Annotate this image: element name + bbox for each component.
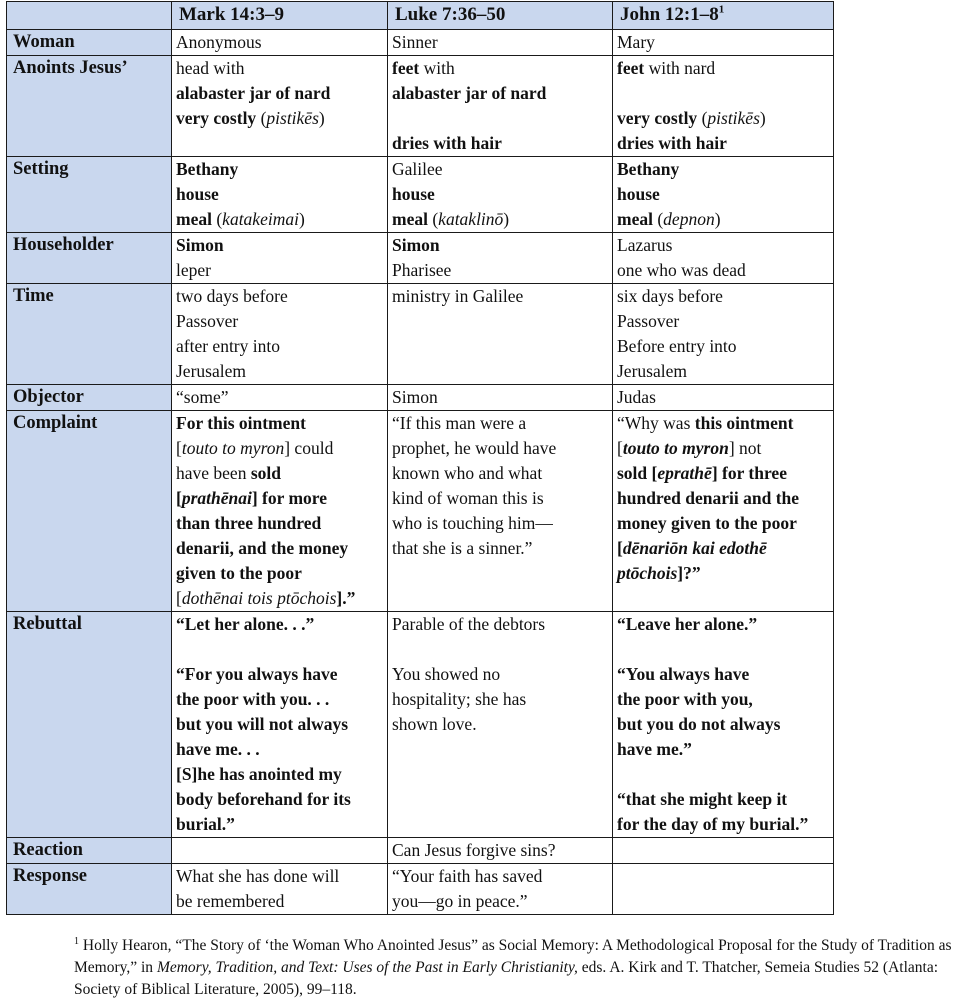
bold-text: body beforehand for its [176, 789, 351, 809]
text-line [617, 511, 829, 536]
text-line: that she is a sinner.” [392, 538, 533, 558]
text-line: six days before [617, 286, 723, 306]
text-line [617, 436, 829, 461]
text-line [176, 436, 383, 461]
bold-text: Simon [176, 235, 224, 255]
row-label-anoints: Anoints Jesus’ [7, 56, 172, 157]
bold-text: house [176, 184, 219, 204]
text-line [617, 561, 829, 586]
bold-text: ]?” [677, 563, 701, 583]
italic-text: touto to myron [181, 438, 285, 458]
spacer [392, 637, 608, 662]
bold-text: this ointment [694, 413, 794, 433]
bold-text: For this ointment [176, 413, 306, 433]
bold-text: house [392, 184, 435, 204]
footnote-text-b: eds. A. Kirk and T. Thatcher, Semeia Studies 52 (Atlanta: Society of Biblical Literature, 2005), 99–118. [74, 959, 939, 999]
cell-rebuttal-luke [388, 612, 613, 838]
bold-text: “that she might keep it [617, 789, 788, 809]
cell-setting-john [613, 157, 834, 233]
cell-woman-john: Mary [613, 30, 834, 56]
text-line [392, 81, 608, 106]
text-line [617, 812, 829, 837]
footnote-reference: 1 [718, 3, 725, 16]
text-line: shown love. [392, 714, 477, 734]
header-john-label: John 12:1–8 [620, 4, 719, 25]
text-line: Passover [617, 311, 680, 331]
text-line: Passover [176, 311, 239, 331]
text-line: You showed no [392, 664, 501, 684]
bold-text: house [617, 184, 660, 204]
text-line [176, 586, 383, 611]
footnote-number: 1 [74, 936, 79, 947]
text-line [617, 712, 829, 737]
row-label-woman: Woman [7, 30, 172, 56]
bold-text: alabaster jar of nard [392, 83, 547, 103]
text-line [176, 233, 383, 258]
text-line: leper [176, 260, 211, 280]
text-line: two days before [176, 286, 288, 306]
text-line: Before entry into [617, 336, 737, 356]
bold-text: very costly [176, 108, 257, 128]
bold-text: meal [176, 209, 212, 229]
text-line [617, 612, 829, 637]
text-line [176, 511, 383, 536]
plain-text: with [419, 58, 455, 78]
cell-setting-mark [172, 157, 388, 233]
bold-text: burial.” [176, 814, 235, 834]
plain-text: have been [176, 463, 251, 483]
text-line: prophet, he would have [392, 438, 557, 458]
cell-woman-luke: Sinner [388, 30, 613, 56]
bold-text: Bethany [176, 159, 239, 179]
plain-text: “Why was [617, 413, 695, 433]
text-line [176, 81, 383, 106]
text-line: Galilee [392, 159, 443, 179]
text-line: Jerusalem [617, 361, 687, 381]
text-line: Jerusalem [176, 361, 246, 381]
bold-text: “You always have [617, 664, 750, 684]
bold-text: dries with hair [392, 133, 502, 153]
header-row [7, 2, 834, 30]
row-label-response: Response [7, 864, 172, 915]
row-label-reaction: Reaction [7, 838, 172, 864]
text-line [617, 157, 829, 182]
cell-reaction-mark [172, 838, 388, 864]
row-time [7, 284, 834, 385]
text-line [176, 561, 383, 586]
bold-text: have me.” [617, 739, 692, 759]
italic-text: pistikēs [266, 108, 319, 128]
row-label-rebuttal: Rebuttal [7, 612, 172, 838]
bold-text: meal [617, 209, 653, 229]
cell-objector-luke: Simon [388, 385, 613, 411]
text-line: Parable of the debtors [392, 614, 546, 634]
spacer [176, 637, 383, 662]
bold-text: ] for more [251, 488, 328, 508]
text-line: who is touching him— [392, 513, 553, 533]
bold-text: given to the poor [176, 563, 302, 583]
italic-text: kataklinō [438, 209, 504, 229]
cell-response-john [613, 864, 834, 915]
text-line: “If this man were a [392, 413, 527, 433]
text-line: one who was dead [617, 260, 746, 280]
bold-text: dries with hair [617, 133, 727, 153]
bold-text: [ [176, 488, 182, 508]
text-line [176, 787, 383, 812]
text-line [617, 687, 829, 712]
cell-reaction-john [613, 838, 834, 864]
text-line [617, 131, 829, 156]
bold-text: Bethany [617, 159, 680, 179]
plain-text: ] could [284, 438, 334, 458]
bold-text: money given to the poor [617, 513, 797, 533]
cell-response-luke [388, 864, 613, 915]
row-label-householder: Householder [7, 233, 172, 284]
bold-italic-text: touto to myron [622, 438, 729, 458]
bold-text: “For you always have [176, 664, 338, 684]
footnote-text-a: Holly Hearon, “The Story of ‘the Woman Who Anointed Jesus” as Social Memory: A Methodological Proposal for the Study of Tradition as Memory,” in [74, 937, 952, 977]
bold-text: Simon [392, 235, 440, 255]
row-setting [7, 157, 834, 233]
cell-woman-mark: Anonymous [172, 30, 388, 56]
bold-text: “Let her alone. . .” [176, 614, 315, 634]
text-line [176, 737, 383, 762]
text-line [617, 787, 829, 812]
cell-reaction-luke: Can Jesus forgive sins? [388, 838, 613, 864]
text-line [617, 56, 829, 81]
text-line: “Your faith has saved [392, 866, 543, 886]
text-line [617, 411, 829, 436]
italic-text: pistikēs [707, 108, 760, 128]
text-line [176, 486, 383, 511]
spacer [617, 637, 829, 662]
bold-text: for the day of my burial.” [617, 814, 809, 834]
text-line [176, 411, 383, 436]
plain-text: ] not [728, 438, 762, 458]
text-line: meal (kataklinō) [392, 209, 510, 229]
text-line [176, 687, 383, 712]
text-line [176, 182, 383, 207]
text-line: hospitality; she has [392, 689, 527, 709]
bold-italic-text: ptōchois [617, 563, 678, 583]
text-line [392, 182, 608, 207]
text-line [176, 712, 383, 737]
text-line [617, 182, 829, 207]
row-label-objector: Objector [7, 385, 172, 411]
cell-rebuttal-mark [172, 612, 388, 838]
anointing-comparison-table [6, 1, 834, 915]
bold-text: the poor with you, [617, 689, 753, 709]
bold-text: feet [617, 58, 645, 78]
cell-anoints-john [613, 56, 834, 157]
text-line: Lazarus [617, 235, 673, 255]
row-householder [7, 233, 834, 284]
row-complaint [7, 411, 834, 612]
footnote [74, 931, 974, 1001]
spacer [617, 81, 829, 106]
footnote-title: Memory, Tradition, and Text: Uses of the Past in Early Christianity, [156, 959, 578, 977]
cell-complaint-mark [172, 411, 388, 612]
cell-householder-john [613, 233, 834, 284]
bold-italic-text: dēnariōn kai edothē [622, 538, 767, 558]
text-line [176, 812, 383, 837]
text-line [392, 131, 608, 156]
cell-rebuttal-john [613, 612, 834, 838]
bold-text: sold [ [617, 463, 658, 483]
cell-complaint-luke [388, 411, 613, 612]
plain-text: [ [176, 588, 182, 608]
text-line: known who and what [392, 463, 543, 483]
bold-italic-text: prathēnai [181, 488, 252, 508]
header-luke: Luke 7:36–50 [388, 2, 613, 30]
text-line: meal (katakeimai) [176, 209, 305, 229]
row-label-setting: Setting [7, 157, 172, 233]
plain-text: [ [617, 438, 623, 458]
text-line [392, 233, 608, 258]
text-line [176, 461, 383, 486]
bold-text: feet [392, 58, 420, 78]
cell-anoints-mark [172, 56, 388, 157]
text-line: after entry into [176, 336, 280, 356]
text-line [176, 762, 383, 787]
header-john [613, 2, 834, 30]
bold-text: hundred denarii and the [617, 488, 800, 508]
cell-householder-luke [388, 233, 613, 284]
plain-text: with nard [644, 58, 716, 78]
text-line [176, 662, 383, 687]
text-line: you—go in peace.” [392, 891, 528, 911]
row-response [7, 864, 834, 915]
cell-anoints-luke [388, 56, 613, 157]
bold-text: have me. . . [176, 739, 260, 759]
italic-text: depnon [663, 209, 715, 229]
text-line: be remembered [176, 891, 285, 911]
text-line: very costly (pistikēs) [617, 108, 766, 128]
bold-text: than three hundred [176, 513, 322, 533]
bold-text: [ [617, 538, 623, 558]
text-line [176, 612, 383, 637]
comparison-table-container [6, 1, 833, 915]
bold-text: meal [392, 209, 428, 229]
italic-text: dothēnai tois ptōchois [181, 588, 337, 608]
text-line: What she has done will [176, 866, 340, 886]
header-mark: Mark 14:3–9 [172, 2, 388, 30]
text-line: head with [176, 58, 245, 78]
bold-italic-text: eprathē [657, 463, 712, 483]
bold-text: “Leave her alone.” [617, 614, 758, 634]
cell-response-mark [172, 864, 388, 915]
spacer [392, 106, 608, 131]
bold-text: denarii, and the money [176, 538, 349, 558]
row-rebuttal [7, 612, 834, 838]
row-label-time: Time [7, 284, 172, 385]
bold-text: [S]he has anointed my [176, 764, 342, 784]
cell-objector-john: Judas [613, 385, 834, 411]
cell-time-john [613, 284, 834, 385]
text-line [617, 737, 829, 762]
cell-setting-luke [388, 157, 613, 233]
cell-complaint-john [613, 411, 834, 612]
text-line [617, 461, 829, 486]
text-line: kind of woman this is [392, 488, 544, 508]
bold-text: ].” [336, 588, 356, 608]
text-line [392, 56, 608, 81]
header-corner-cell [7, 2, 172, 30]
bold-text: but you will not always [176, 714, 349, 734]
bold-text: the poor with you. . . [176, 689, 330, 709]
row-label-complaint: Complaint [7, 411, 172, 612]
bold-text: very costly [617, 108, 698, 128]
text-line: ministry in Galilee [392, 286, 524, 306]
bold-text: alabaster jar of nard [176, 83, 331, 103]
text-line: Pharisee [392, 260, 452, 280]
text-line [176, 536, 383, 561]
text-line [617, 486, 829, 511]
cell-time-luke [388, 284, 613, 385]
text-line [617, 662, 829, 687]
row-objector [7, 385, 834, 411]
text-line: meal (depnon) [617, 209, 721, 229]
cell-objector-mark: “some” [172, 385, 388, 411]
text-line [176, 157, 383, 182]
row-anoints [7, 56, 834, 157]
cell-householder-mark [172, 233, 388, 284]
bold-text: but you do not always [617, 714, 781, 734]
spacer [617, 762, 829, 787]
plain-text: [ [176, 438, 182, 458]
italic-text: katakeimai [222, 209, 299, 229]
row-reaction [7, 838, 834, 864]
bold-text: ] for three [711, 463, 787, 483]
text-line [617, 536, 829, 561]
bold-text: sold [250, 463, 281, 483]
row-woman [7, 30, 834, 56]
cell-time-mark [172, 284, 388, 385]
text-line: very costly (pistikēs) [176, 108, 325, 128]
